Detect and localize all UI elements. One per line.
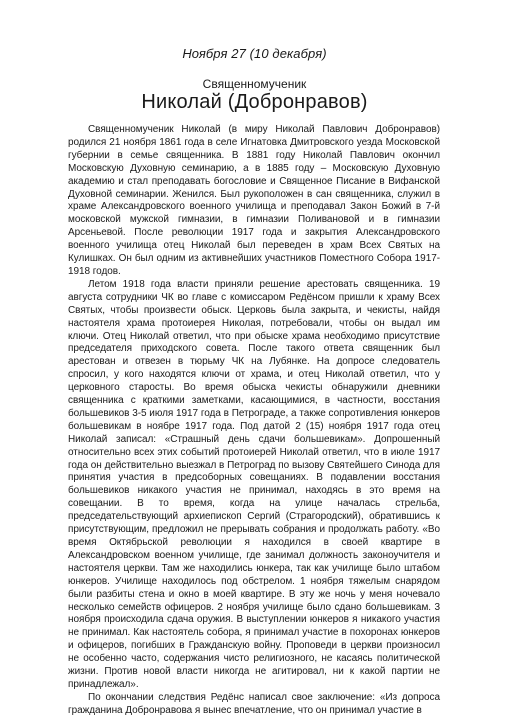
feast-date: Ноября 27 (10 декабря) [182, 46, 327, 61]
article-body [68, 124, 440, 718]
saint-name-title: Николай (Добронравов) [141, 91, 368, 113]
paragraph-arrest: Летом 1918 года власти приняли решение арестовать священника. 19 августа сотрудники ЧК во главе с комиссаром Редёнсом пришли к храму Всех Святых, чтобы произвести обыск. Церковь была закрыта, и чекисты, найдя настоятеля храма протоиерея Николая, потребовали, чтобы он выдал им ключи. Отец Николай ответил, что при обыске храма необходимо присутствие председателя приходского совета. После такого ответа священник был арестован и отвезен в тюрьму ЧК на Лубянке. На допросе следователь спросил, у кого находятся ключи от храма, и отец Николай ответил, что у церковного старосты. Во время обыска чекисты обнаружили дневники священника с краткими заметками, касающимися, в частности, восстания большевиков 3-5 июля 1917 года в Петрограде, а также сопротивления юнкеров большевикам в ноябре 1917 года. Под датой 2 (15) ноября 1917 года отец Николай записал: «Страшный день сдачи большевикам». Допрошенный относительно всех этих событий протоиерей Николай ответил, что в июле 1917 года он действительно выезжал в Петроград по вызову Святейшего Синода для принятия участия в предсоборных совещаниях. В подавлении восстания большевиков никакого участия не принимал, находясь в это время на совещании. В то время, когда на улице началась стрельба, председательствующий архиепископ Сергий (Страгородский), обратившись к присутствующим, предложил не прерывать собрания и продолжать работу. «Во время Октябрьской революции я находился в своей квартире в Александровском военном училище, где занимал должность законоучителя и настоятеля церкви. Там же находились юнкера, так как училище было штабом юнкеров. Училище находилось под обстрелом. 1 ноября тяжелым снарядом были разбиты стена и окно в моей квартире. В эту же ночь у меня ночевало несколько семейств офицеров. 2 ноября училище было сдано большевикам. 3 ноября происходила сдача оружия. В выступлении юнкеров я никакого участия не принимал. Как настоятель собора, я принимал участие в похоронах юнкеров и офицеров, погибших в Гражданскую войну. Проповеди в церкви произносил не особенно часто, содержания чисто религиозного, не касаясь политической жизни. Против новой власти никогда не агитировал, ни к какой партии не принадлежал». [68, 278, 440, 690]
paragraph-biography: Священномученик Николай (в миру Николай Павлович Добронравов) родился 21 ноября 1861 года в селе Игнатовка Дмитровского уезда Московской губернии в семье священника. В 1881 году Николай Павлович окончил Московскую Духовную семинарию, а в 1885 году – Московскую Духовную академию и стал преподавать богословие и Священное Писание в Вифанской Духовной семинарии. Женился. Был рукоположен в сан священника, служил в храме Александровского военного училища и преподавал Закон Божий в 7-й московской мужской гимназии, в гимназии Поливановой и в гимназии Арсеньевой. После революции 1917 года и закрытия Александровского военного училища отец Николай был переведен в храм Всех Святых на Кулишках. Он был одним из активнейших участников Поместного Собора 1917-1918 годов. [68, 124, 440, 277]
paragraph-conclusion: По окончании следствия Редёнс написал свое заключение: «Из допроса гражданина Добронравова я вынес впечатление, что он принимал участие в [68, 691, 440, 716]
saint-rank: Священномученик [202, 77, 307, 91]
